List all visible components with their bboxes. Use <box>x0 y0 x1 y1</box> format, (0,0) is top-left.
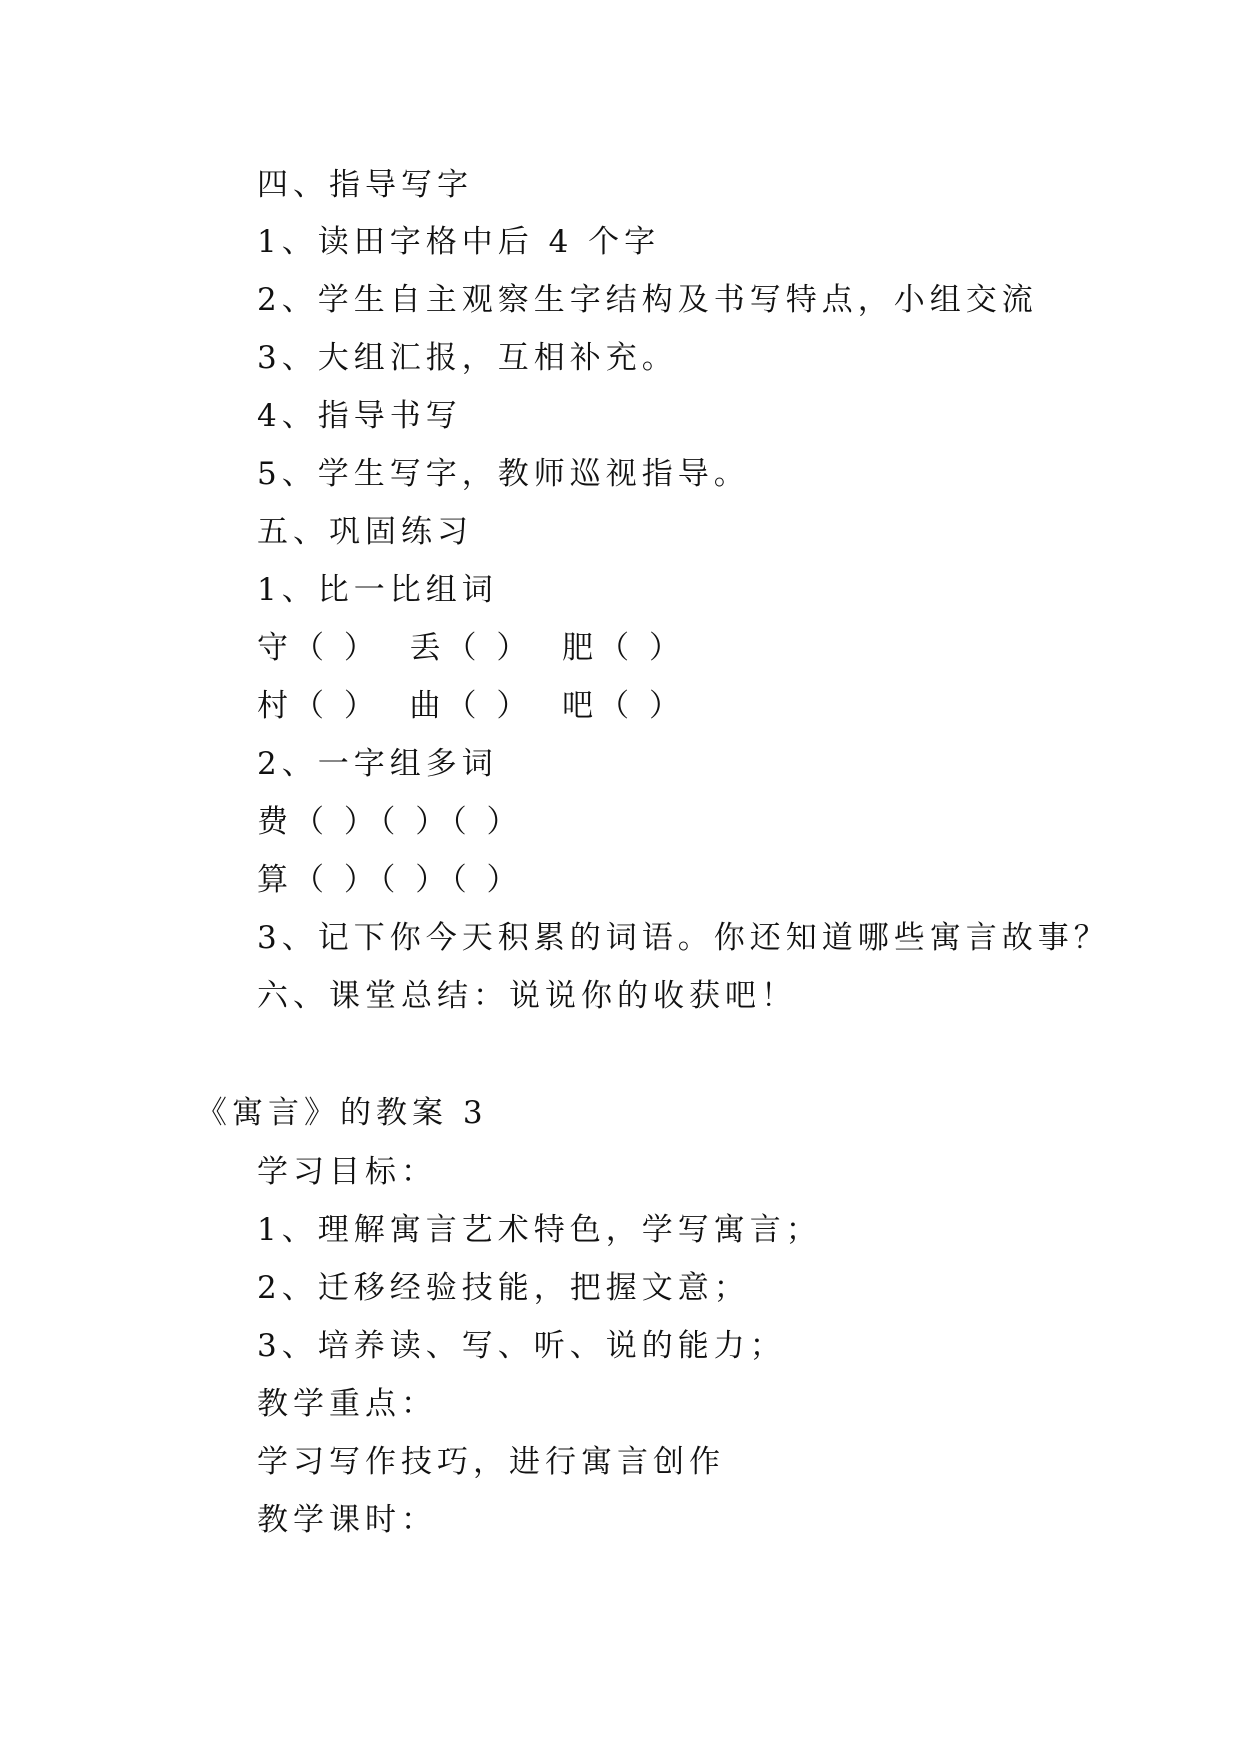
section-heading-summary: 六、课堂总结：说说你的收获吧！ <box>257 978 797 1014</box>
exercise-line: 费（ ）（ ）（ ） <box>257 804 523 840</box>
text-line: 3、记下你今天积累的词语。你还知道哪些寓言故事？ <box>257 920 1110 956</box>
text-line: 3、培养读、写、听、说的能力； <box>257 1328 786 1364</box>
exercise-line: 算（ ）（ ）（ ） <box>257 862 523 898</box>
lesson-title: 《寓言》的教案 3 <box>196 1095 488 1131</box>
text-line: 2、一字组多词 <box>257 746 498 782</box>
text-line: 教学课时： <box>257 1502 437 1538</box>
text-line: 学习写作技巧，进行寓言创作 <box>257 1444 725 1480</box>
exercise-line: 村（ ） 曲（ ） 吧（ ） <box>257 688 685 724</box>
text-line: 1、读田字格中后 4 个字 <box>257 224 661 260</box>
text-line: 2、迁移经验技能，把握文意； <box>257 1270 750 1306</box>
text-line: 1、理解寓言艺术特色，学写寓言； <box>257 1212 822 1248</box>
text-line: 4、指导书写 <box>257 398 462 434</box>
text-line: 教学重点： <box>257 1386 437 1422</box>
section-heading-guide-writing: 四、指导写字 <box>257 167 473 203</box>
exercise-line: 守（ ） 丢（ ） 肥（ ） <box>257 630 685 666</box>
text-line: 3、大组汇报，互相补充。 <box>257 340 678 376</box>
section-heading-practice: 五、巩固练习 <box>257 514 473 550</box>
text-line: 学习目标： <box>257 1154 437 1190</box>
text-line: 2、学生自主观察生字结构及书写特点，小组交流 <box>257 282 1038 318</box>
text-line: 1、比一比组词 <box>257 572 498 608</box>
text-line: 5、学生写字，教师巡视指导。 <box>257 456 750 492</box>
